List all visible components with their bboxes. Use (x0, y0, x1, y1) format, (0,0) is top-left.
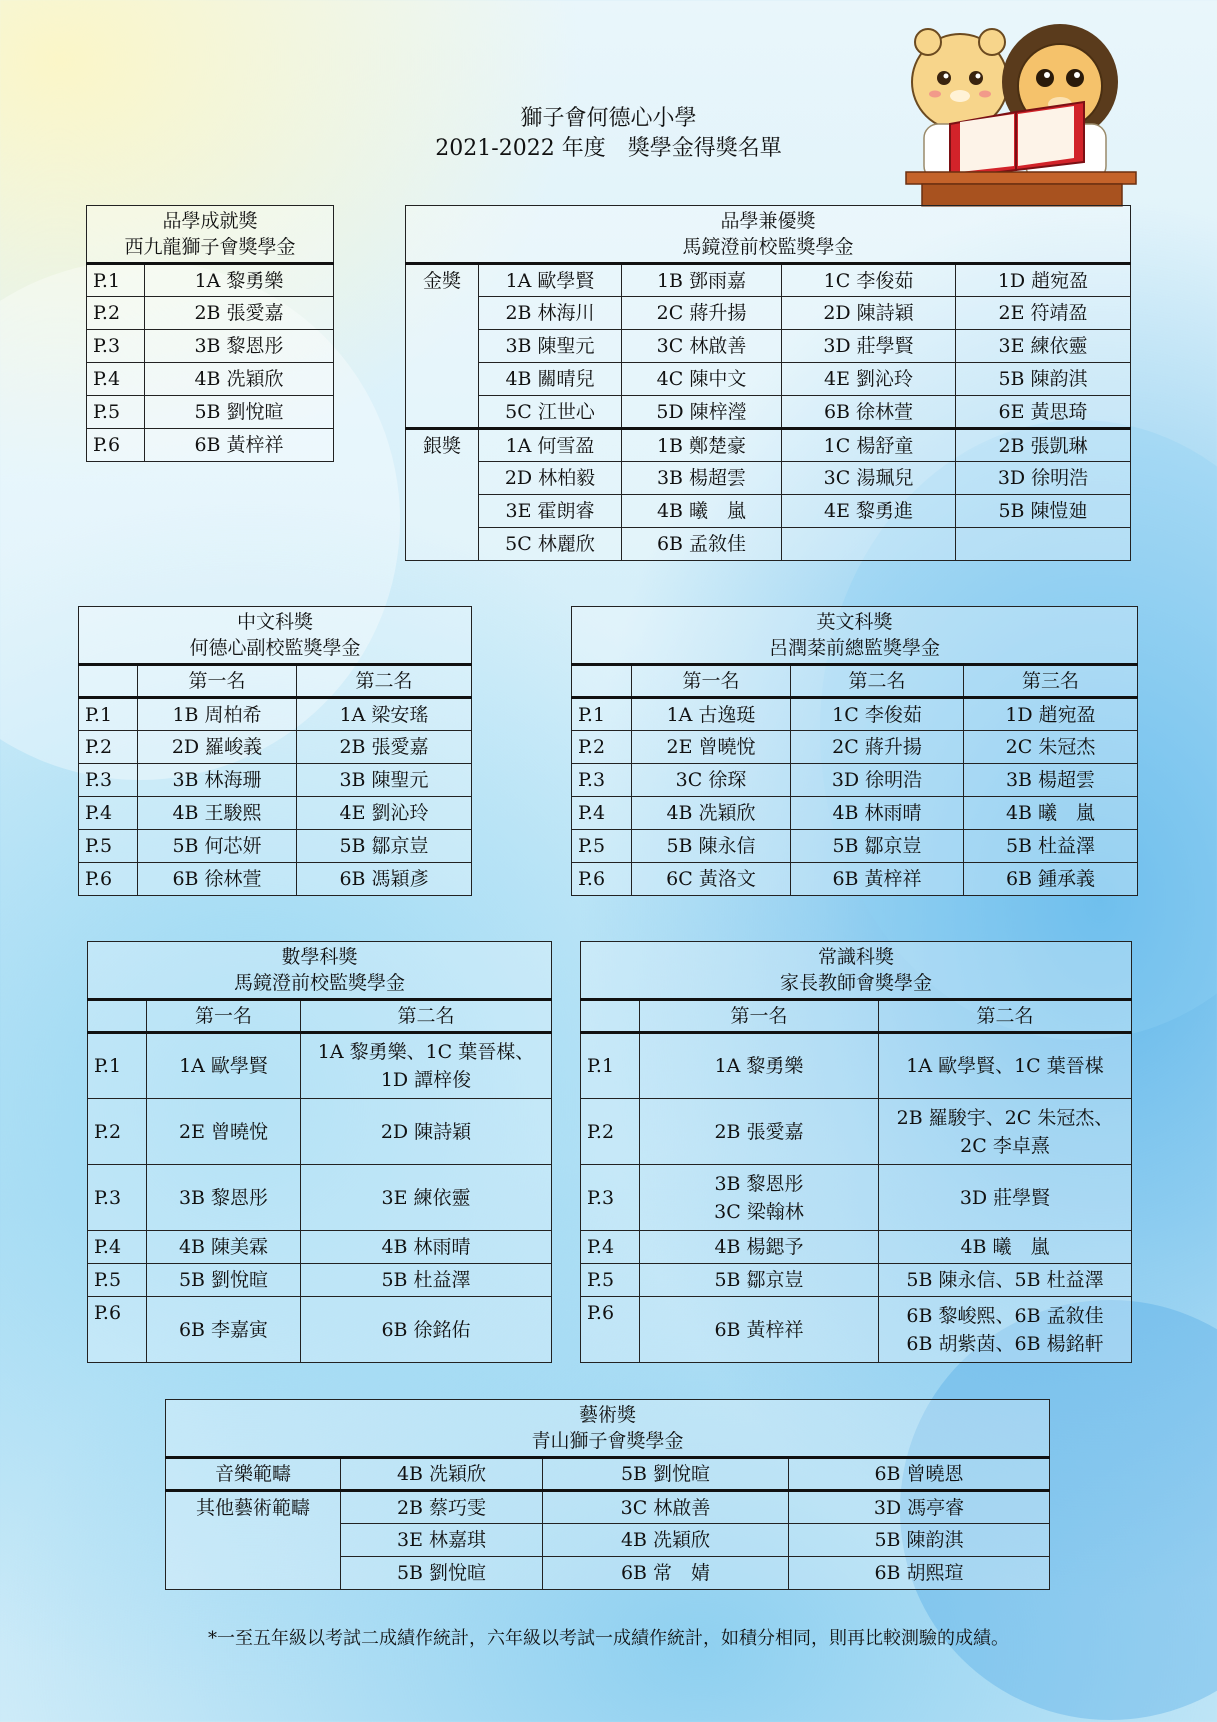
table-header: 藝術獎 青山獅子會獎學金 (166, 1400, 1050, 1458)
winner-cell: 5B 鄒京豈 (297, 830, 472, 863)
winner-line: 5B 陳永信、5B 杜益澤 (906, 1269, 1104, 1291)
winner-cell: 1A 梁安瑤 (297, 698, 472, 731)
grade-cell: P.5 (572, 830, 632, 863)
category-cell: 其他藝術範疇 (166, 1491, 341, 1590)
winner-cell: 1A 何雪盈 (479, 429, 622, 462)
blank-header-cell (581, 1000, 640, 1033)
table-header: 品學兼優獎 馬鏡澄前校監獎學金 (406, 206, 1131, 264)
winner-cell: 5B 陳韵淇 (789, 1524, 1050, 1557)
table-row (79, 764, 472, 797)
winner-cell: 2E 曾曉悅 (632, 731, 791, 764)
table-header: 數學科獎 馬鏡澄前校監獎學金 (88, 942, 552, 1000)
grade-cell: P.2 (572, 731, 632, 764)
grade-cell: P.4 (581, 1231, 640, 1264)
table-header: 品學成就獎 西九龍獅子會獎學金 (87, 206, 334, 264)
school-name: 獅子會何德心小學 (520, 106, 697, 131)
winner-line: 6B 黃梓祥 (714, 1318, 804, 1341)
winner-cell: 3D 馮亭睿 (789, 1491, 1050, 1524)
winner-cell: 3C 林啟善 (622, 330, 782, 363)
table-row (406, 363, 1131, 396)
winner-cell: 6C 黃洛文 (632, 863, 791, 896)
grade-cell: P.6 (581, 1297, 640, 1363)
winner-line: 4B 曦 嵐 (960, 1236, 1050, 1258)
winner-cell: 5B 陳永信 (632, 830, 791, 863)
winner-cell: 5B 陳韵淇 (956, 363, 1131, 396)
page-title (0, 104, 1217, 164)
winner-cell: 4B 冼穎欣 (145, 363, 334, 396)
blank-header-cell (88, 1000, 147, 1033)
winner-cell: 5B 劉悅暄 (147, 1264, 301, 1297)
winner-line: 5B 杜益澤 (381, 1269, 471, 1291)
table-row (406, 429, 1131, 462)
winner-cell: 6B 孟敘佳 (622, 528, 782, 561)
grade-cell: P.1 (88, 1033, 147, 1099)
winner-line: 1A 黎勇樂 (714, 1055, 804, 1077)
winner-cell: 5B 杜益澤 (964, 830, 1138, 863)
column-header-row (572, 665, 1138, 698)
winner-cell: 3B 黎恩彤 (145, 330, 334, 363)
winner-cell: 1C 李俊茹 (791, 698, 964, 731)
table-row (406, 330, 1131, 363)
english-award-table (571, 606, 1138, 896)
winner-line: 1D 譚梓俊 (380, 1069, 472, 1091)
winner-cell: 5C 江世心 (479, 396, 622, 429)
winner-cell: 6B 馮穎彥 (297, 863, 472, 896)
winner-cell: 3E 霍朗睿 (479, 495, 622, 528)
grade-cell: P.6 (572, 863, 632, 896)
winner-cell: 3B 陳聖元 (297, 764, 472, 797)
winner-cell: 6B 黃梓祥 (791, 863, 964, 896)
table-header: 英文科獎 呂潤棻前總監獎學金 (572, 607, 1138, 665)
winner-cell: 2C 蔣升揚 (791, 731, 964, 764)
column-header: 第二名 (297, 665, 472, 698)
winner-cell: 5B 陳愷廸 (956, 495, 1131, 528)
winner-cell: 6B 鍾承義 (964, 863, 1138, 896)
winner-line: 4B 楊鍶予 (714, 1236, 804, 1258)
winner-cell: 4E 劉沁玲 (782, 363, 956, 396)
winner-cell: 3B 陳聖元 (479, 330, 622, 363)
winner-cell (640, 1165, 879, 1231)
winner-line: 5B 鄒京豈 (714, 1269, 804, 1291)
winner-cell: 5B 劉悅暄 (543, 1458, 789, 1491)
table-row (406, 297, 1131, 330)
winner-cell: 5B 劉悅暄 (341, 1557, 543, 1590)
table-row (87, 297, 334, 330)
column-header: 第二名 (879, 1000, 1132, 1033)
table-row (581, 1264, 1132, 1297)
year-title: 2021-2022 年度 獎學金得獎名單 (435, 136, 782, 161)
grade-cell: P.6 (87, 429, 145, 462)
winner-cell: 1A 歐學賢 (147, 1033, 301, 1099)
winner-cell (640, 1231, 879, 1264)
excellence-award-table (405, 205, 1131, 561)
grade-cell: P.2 (79, 731, 138, 764)
winner-cell (301, 1165, 552, 1231)
winner-cell (640, 1264, 879, 1297)
table-row (88, 1264, 552, 1297)
table-row (572, 731, 1138, 764)
achievement-award-table (86, 205, 334, 462)
winner-cell: 3B 黎恩彤 (147, 1165, 301, 1231)
winner-cell: 5C 林麗欣 (479, 528, 622, 561)
grade-cell: P.5 (88, 1264, 147, 1297)
column-header-row (79, 665, 472, 698)
winner-cell: 1A 古逸珽 (632, 698, 791, 731)
winner-cell: 2B 張愛嘉 (297, 731, 472, 764)
winner-cell: 1C 李俊茹 (782, 264, 956, 297)
grade-cell: P.3 (581, 1165, 640, 1231)
winner-cell: 2C 朱冠杰 (964, 731, 1138, 764)
table-row (88, 1165, 552, 1231)
winner-line: 3D 莊學賢 (959, 1186, 1051, 1209)
winner-cell: 3C 徐琛 (632, 764, 791, 797)
winner-cell: 1A 黎勇樂 (145, 264, 334, 297)
winner-line: 2B 張愛嘉 (714, 1120, 804, 1143)
blank-header-cell (79, 665, 138, 698)
category-cell: 音樂範疇 (166, 1458, 341, 1491)
winner-cell: 4B 冼穎欣 (543, 1524, 789, 1557)
winner-cell: 3E 林嘉琪 (341, 1524, 543, 1557)
winner-cell: 5D 陳梓瀅 (622, 396, 782, 429)
winner-cell (879, 1264, 1132, 1297)
winner-line: 3B 黎恩彤 (714, 1172, 804, 1195)
winner-cell (640, 1297, 879, 1363)
column-header-row (88, 1000, 552, 1033)
table-row (79, 731, 472, 764)
winner-cell: 6B 李嘉寅 (147, 1297, 301, 1363)
grade-cell: P.1 (572, 698, 632, 731)
winner-cell: 2B 張凱琳 (956, 429, 1131, 462)
column-header: 第一名 (147, 1000, 301, 1033)
winner-line: 2B 羅駿宇、2C 朱冠杰、 (896, 1106, 1114, 1129)
winner-cell: 3C 湯珮兒 (782, 462, 956, 495)
column-header: 第二名 (791, 665, 964, 698)
grade-cell: P.1 (87, 264, 145, 297)
winner-cell: 2B 蔡巧雯 (341, 1491, 543, 1524)
table-row (581, 1297, 1132, 1363)
table-row (88, 1297, 552, 1363)
winner-line: 2D 陳詩穎 (380, 1120, 472, 1143)
grade-cell: P.3 (87, 330, 145, 363)
table-row (87, 396, 334, 429)
winner-cell: 6B 徐林萱 (138, 863, 297, 896)
winner-cell: 5B 鄒京豈 (791, 830, 964, 863)
winner-cell: 6E 黃思琦 (956, 396, 1131, 429)
winner-cell: 1D 趙宛盈 (964, 698, 1138, 731)
winner-line: 6B 胡紫茵、6B 楊銘軒 (906, 1332, 1104, 1355)
winner-cell: 5B 何芯妍 (138, 830, 297, 863)
table-row (406, 495, 1131, 528)
column-header: 第一名 (640, 1000, 879, 1033)
table-row (406, 264, 1131, 297)
winner-cell (640, 1099, 879, 1165)
table-row (581, 1033, 1132, 1099)
table-row (87, 363, 334, 396)
winner-cell: 4E 劉沁玲 (297, 797, 472, 830)
winner-cell: 4B 王駿熙 (138, 797, 297, 830)
grade-cell: P.2 (581, 1099, 640, 1165)
blank-header-cell (572, 665, 632, 698)
winner-line: 6B 徐銘佑 (381, 1318, 471, 1341)
winner-cell: 2D 陳詩穎 (782, 297, 956, 330)
table-row (79, 797, 472, 830)
winner-cell: 3D 徐明浩 (791, 764, 964, 797)
grade-cell: P.1 (581, 1033, 640, 1099)
winner-cell: 3D 莊學賢 (782, 330, 956, 363)
winner-cell (879, 1231, 1132, 1264)
winner-cell (301, 1033, 552, 1099)
column-header-row (581, 1000, 1132, 1033)
winner-line: 1A 黎勇樂、1C 葉晉楳、 (317, 1041, 535, 1063)
award-level-cell: 銀獎 (406, 429, 479, 561)
winner-cell: 1B 鄧雨嘉 (622, 264, 782, 297)
winner-cell: 2D 羅峻義 (138, 731, 297, 764)
winner-cell: 4B 冼穎欣 (632, 797, 791, 830)
winner-line: 1A 歐學賢、1C 葉晉楳 (906, 1055, 1104, 1077)
grade-cell: P.3 (88, 1165, 147, 1231)
award-level-cell: 金獎 (406, 264, 479, 429)
table-row (406, 528, 1131, 561)
grade-cell: P.4 (87, 363, 145, 396)
winner-cell (301, 1264, 552, 1297)
winner-cell: 4B 冼穎欣 (341, 1458, 543, 1491)
winner-cell: 2E 符靖盈 (956, 297, 1131, 330)
winner-cell (782, 528, 956, 561)
winner-cell: 6B 黃梓祥 (145, 429, 334, 462)
winner-cell (879, 1099, 1132, 1165)
table-header: 中文科獎 何德心副校監獎學金 (79, 607, 472, 665)
winner-cell: 4B 關晴兒 (479, 363, 622, 396)
winner-cell: 1B 周柏希 (138, 698, 297, 731)
winner-cell: 3D 徐明浩 (956, 462, 1131, 495)
winner-cell: 6B 曾曉恩 (789, 1458, 1050, 1491)
grade-cell: P.5 (79, 830, 138, 863)
table-row (88, 1231, 552, 1264)
winner-cell (640, 1033, 879, 1099)
grade-cell: P.4 (79, 797, 138, 830)
winner-cell: 4B 林雨晴 (791, 797, 964, 830)
winner-cell: 3E 練依靈 (956, 330, 1131, 363)
winner-cell: 1C 楊舒童 (782, 429, 956, 462)
grade-cell: P.2 (88, 1099, 147, 1165)
table-row (79, 698, 472, 731)
table-row (572, 797, 1138, 830)
winner-cell (879, 1165, 1132, 1231)
winner-cell: 2B 張愛嘉 (145, 297, 334, 330)
winner-cell: 2D 林柏毅 (479, 462, 622, 495)
grade-cell: P.2 (87, 297, 145, 330)
winner-cell: 4B 陳美霖 (147, 1231, 301, 1264)
winner-line: 2C 李卓熹 (960, 1134, 1050, 1157)
arts-award-table (165, 1399, 1050, 1590)
table-row (87, 264, 334, 297)
winner-cell (879, 1297, 1132, 1363)
chinese-award-table (78, 606, 472, 896)
winner-cell (956, 528, 1131, 561)
winner-cell: 3B 楊超雲 (964, 764, 1138, 797)
winner-cell: 6B 徐林萱 (782, 396, 956, 429)
winner-cell: 2B 林海川 (479, 297, 622, 330)
winner-cell: 4B 曦 嵐 (622, 495, 782, 528)
footnote: *一至五年級以考試二成績作統計，六年級以考試一成績作統計，如積分相同，則再比較測驗的成績。 (208, 1628, 1009, 1649)
winner-cell (301, 1297, 552, 1363)
column-header: 第一名 (138, 665, 297, 698)
grade-cell: P.5 (87, 396, 145, 429)
grade-cell: P.5 (581, 1264, 640, 1297)
winner-cell: 4C 陳中文 (622, 363, 782, 396)
column-header: 第三名 (964, 665, 1138, 698)
winner-cell: 2E 曾曉悅 (147, 1099, 301, 1165)
grade-cell: P.4 (572, 797, 632, 830)
table-row (88, 1033, 552, 1099)
table-row (87, 429, 334, 462)
winner-cell: 1D 趙宛盈 (956, 264, 1131, 297)
general-studies-award-table (580, 941, 1132, 1363)
table-row (572, 830, 1138, 863)
table-row (79, 830, 472, 863)
winner-cell: 2C 蔣升揚 (622, 297, 782, 330)
table-row (572, 764, 1138, 797)
winner-cell: 3B 林海珊 (138, 764, 297, 797)
grade-cell: P.1 (79, 698, 138, 731)
winner-cell: 4B 曦 嵐 (964, 797, 1138, 830)
winner-cell (301, 1099, 552, 1165)
grade-cell: P.6 (79, 863, 138, 896)
winner-cell: 5B 劉悅暄 (145, 396, 334, 429)
table-row (572, 698, 1138, 731)
winner-line: 3C 梁翰林 (714, 1200, 804, 1223)
table-row (88, 1099, 552, 1165)
table-row (581, 1231, 1132, 1264)
table-header: 常識科獎 家長教師會獎學金 (581, 942, 1132, 1000)
winner-cell: 6B 常 婧 (543, 1557, 789, 1590)
winner-line: 3E 練依靈 (381, 1186, 471, 1209)
winner-cell: 1A 歐學賢 (479, 264, 622, 297)
column-header: 第二名 (301, 1000, 552, 1033)
table-row (79, 863, 472, 896)
table-row (581, 1099, 1132, 1165)
winner-cell: 1B 鄭楚豪 (622, 429, 782, 462)
table-row (406, 462, 1131, 495)
winner-cell (301, 1231, 552, 1264)
column-header: 第一名 (632, 665, 791, 698)
winner-cell: 3C 林啟善 (543, 1491, 789, 1524)
grade-cell: P.3 (79, 764, 138, 797)
table-row (406, 396, 1131, 429)
winner-cell: 4E 黎勇進 (782, 495, 956, 528)
table-row (572, 863, 1138, 896)
winner-cell: 3B 楊超雲 (622, 462, 782, 495)
winner-line: 4B 林雨晴 (381, 1236, 471, 1258)
table-row (166, 1458, 1050, 1491)
table-row (581, 1165, 1132, 1231)
table-row (166, 1491, 1050, 1524)
winner-line: 6B 黎峻熙、6B 孟敘佳 (906, 1304, 1104, 1327)
table-row (87, 330, 334, 363)
winner-cell (879, 1033, 1132, 1099)
grade-cell: P.3 (572, 764, 632, 797)
grade-cell: P.4 (88, 1231, 147, 1264)
winner-cell: 6B 胡熙瑄 (789, 1557, 1050, 1590)
grade-cell: P.6 (88, 1297, 147, 1363)
math-award-table (87, 941, 552, 1363)
